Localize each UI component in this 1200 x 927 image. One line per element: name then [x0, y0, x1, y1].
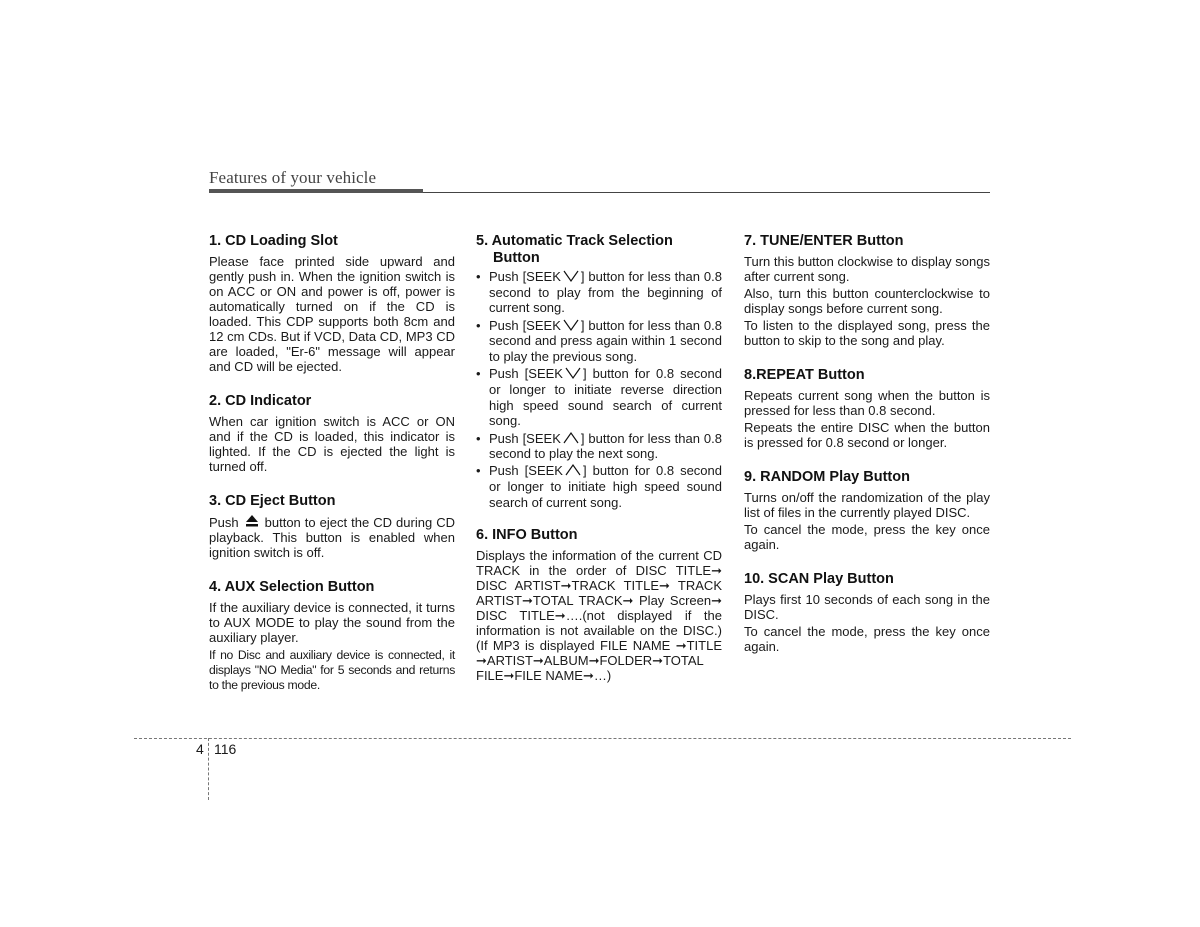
seek-bullet-item: [476, 269, 722, 316]
page-header-title: Features of your vehicle: [209, 168, 377, 187]
bullet-text-post: ] button for less than 0.8 second to play the next song.: [489, 430, 722, 462]
section-cd-indicator: [209, 393, 455, 474]
seek-bullet-item: [476, 463, 722, 510]
section-text: Repeats the entire DISC when the button is pressed for 0.8 second or longer.: [744, 420, 990, 450]
section-info-button: [476, 527, 722, 683]
section-heading: 6. INFO Button: [476, 526, 578, 543]
seek-up-icon: [564, 463, 582, 477]
page-number: 116: [214, 741, 237, 757]
bullet-text-pre: Push [SEEK: [489, 463, 563, 479]
column-3: [744, 233, 990, 673]
bullet-text-post: ] button for less than 0.8 second and press again within 1 second to play the previous song.: [489, 317, 722, 365]
bullet-text-pre: Push [SEEK: [489, 366, 563, 382]
seek-bullet-item: [476, 318, 722, 365]
footer-dashed-divider: [208, 738, 209, 800]
section-heading: [476, 233, 722, 267]
section-heading: 2. CD Indicator: [209, 393, 312, 409]
text-before-icon: Push: [209, 515, 239, 530]
section-heading: 9. RANDOM Play Button: [744, 469, 910, 485]
column-2: [476, 233, 722, 702]
section-tune-enter-button: [744, 233, 990, 348]
section-text: Turn this button clockwise to display songs after current song.: [744, 254, 990, 284]
header-rule-thick: [209, 189, 423, 193]
bullet-text-pre: Push [SEEK: [489, 430, 561, 446]
section-heading: 10. SCAN Play Button: [744, 571, 894, 587]
section-cd-loading-slot: [209, 233, 455, 374]
seek-down-icon: [564, 366, 582, 380]
section-text: Also, turn this button counterclockwise to display songs before current song.: [744, 286, 990, 316]
section-heading: 3. CD Eject Button: [209, 493, 336, 509]
heading-line-1: 5. Automatic Track Selection: [476, 233, 673, 249]
section-text: When car ignition switch is ACC or ON and if the CD is loaded, this indicator is lighted. If the CD is ejected the light is turned off.: [209, 414, 455, 474]
section-text: [209, 514, 455, 560]
section-heading: 4. AUX Selection Button: [209, 579, 375, 595]
heading-line-2: Button: [493, 250, 540, 266]
section-heading: 8.REPEAT Button: [744, 367, 865, 383]
seek-bullet-list: [476, 269, 722, 511]
section-text: Turns on/off the randomization of the play list of files in the currently played DISC.: [744, 490, 990, 520]
section-aux-selection-button: [209, 579, 455, 693]
section-automatic-track-selection: [476, 233, 722, 511]
section-text: Repeats current song when the button is pressed for less than 0.8 second.: [744, 388, 990, 418]
section-text: To cancel the mode, press the key once again.: [744, 624, 990, 654]
seek-down-icon: [562, 269, 580, 283]
section-text: To listen to the displayed song, press the button to skip to the song and play.: [744, 318, 990, 348]
header-rule-thin: [423, 192, 990, 193]
section-scan-play-button: [744, 571, 990, 654]
section-text: To cancel the mode, press the key once again.: [744, 522, 990, 552]
section-text: Please face printed side upward and gently push in. When the ignition switch is on ACC or ON and power is off, power is automatically turned on if the CD is loaded. This CDP supports both 8cm and 12 cm CDs. But if VCD, Data CD, MP3 CD are loaded, "Er-6" message will appear and CD will be ejected.: [209, 254, 455, 374]
seek-bullet-item: [476, 366, 722, 429]
column-1: [209, 233, 455, 712]
eject-icon: [245, 514, 259, 528]
seek-up-icon: [562, 431, 580, 445]
bullet-text-post: ] button for 0.8 second or longer to initiate high speed sound search of current song.: [489, 463, 722, 510]
section-cd-eject-button: [209, 493, 455, 560]
section-text: Plays first 10 seconds of each song in the DISC.: [744, 592, 990, 622]
seek-down-icon: [562, 318, 580, 332]
section-heading: 7. TUNE/ENTER Button: [744, 233, 904, 249]
bullet-text-pre: Push [SEEK: [489, 317, 561, 333]
bullet-text-pre: Push [SEEK: [489, 269, 561, 284]
section-note: If no Disc and auxiliary device is connected, it displays "NO Media" for 5 seconds and returns to the previous mode.: [209, 648, 455, 692]
footer-dashed-rule: [134, 738, 1071, 739]
section-random-play-button: [744, 469, 990, 552]
section-text: If the auxiliary device is connected, it turns to AUX MODE to play the sound from the auxiliary player.: [209, 600, 455, 645]
bullet-text-post: ] button for 0.8 second or longer to initiate reverse direction high speed sound search of current song.: [489, 366, 722, 429]
section-text: Displays the information of the current CD TRACK in the order of DISC TITLE➞ DISC ARTIST➞TRACK TITLE➞ TRACK ARTIST➞TOTAL TRACK➞ Play Screen➞ DISC TITLE➞….(not displayed if the information is not available on the DISC.) (If MP3 is displayed FILE NAME ➞TITLE ➞ARTIST➞ALBUM➞FOLDER➞TOTAL FILE➞FILE NAME➞…): [476, 547, 722, 683]
chapter-number: 4: [196, 741, 204, 757]
text-after-icon: button to eject the CD during CD playback. This button is enabled when ignition switch is off.: [209, 515, 455, 560]
section-heading: 1. CD Loading Slot: [209, 233, 338, 249]
seek-bullet-item: [476, 431, 722, 462]
section-repeat-button: [744, 367, 990, 450]
bullet-text-post: ] button for less than 0.8 second to play from the beginning of current song.: [489, 269, 722, 316]
